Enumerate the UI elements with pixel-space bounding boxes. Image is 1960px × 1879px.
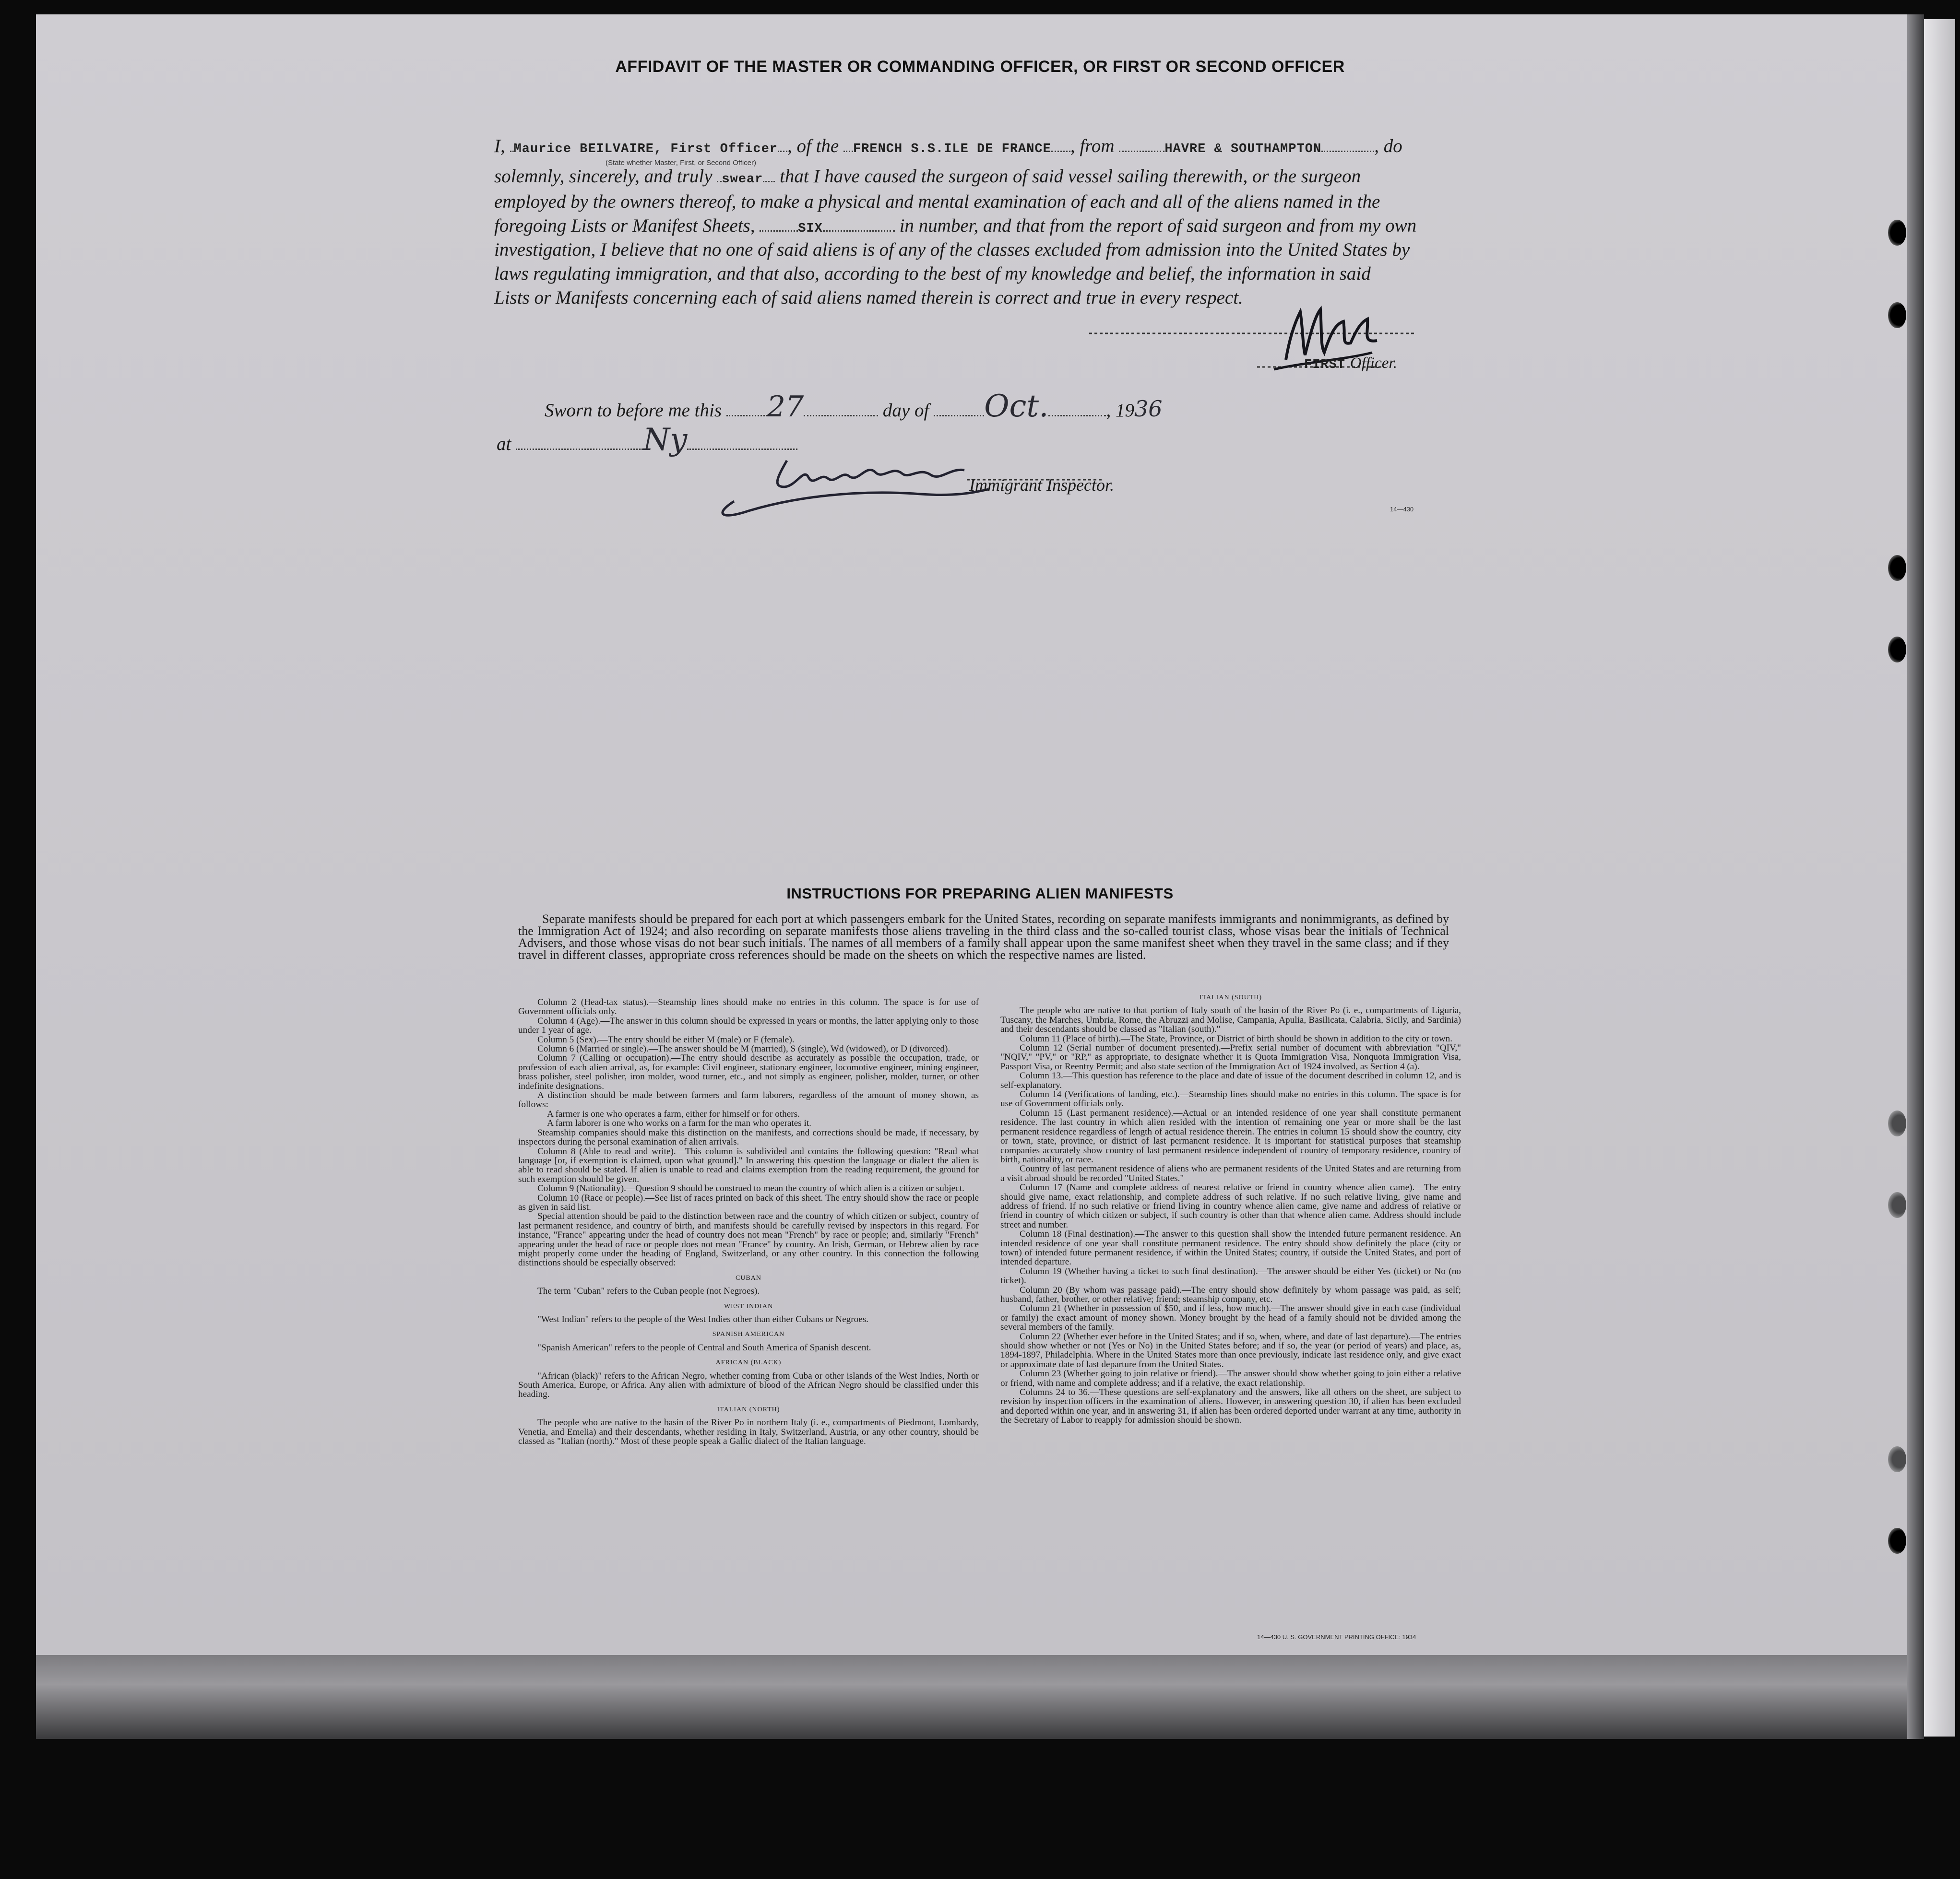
paragraph: Column 9 (Nationality).—Question 9 should be construed to mean the country of which alien is a citizen or subject. bbox=[537, 1183, 964, 1194]
paragraph: Column 7 (Calling or occupation).—The entry should describe as accurately as possible the occupation, trade, or profession of each alien arrival, as, for example: Civil engineer, stationary engineer, locomotive engineer, mining engineer, brass polisher, steel polisher, iron molder, wood turner, etc., and not simply as engineer, polisher, molder, turner, or other indefinite designations. bbox=[518, 1053, 979, 1091]
paragraph: Column 4 (Age).—The answer in this column should be expressed in years or months, the latter applying only to those under 1 year of age. bbox=[518, 1016, 979, 1036]
text-foregoing: foregoing Lists or Manifest Sheets, bbox=[494, 215, 755, 236]
page-shadow bbox=[1907, 14, 1924, 1739]
page-edge bbox=[36, 1655, 1922, 1739]
paragraph: Column 19 (Whether having a ticket to such final destination).—The answer should be either Yes (ticket) or No (no ticket). bbox=[1000, 1266, 1461, 1286]
paragraph: Column 8 (Able to read and write).—This column is subdivided and contains the following question: "Read what language [or, if exemption is claimed, upon what ground]." In answering this question the language or dialect the alien is able to read should be stated. If alien is unable to read and claims exemption from the reading requirement, the ground for such exemption should be given. bbox=[518, 1146, 979, 1184]
paragraph: Column 23 (Whether going to join relative or friend).—The answer should show whether going to join either a relative or friend, with name and complete address; and if a relative, the exact relationship. bbox=[1000, 1369, 1461, 1388]
paragraph: Steamship companies should make this distinction on the manifests, and corrections should be made, if necessary, by inspectors during the personal examination of alien arrivals. bbox=[518, 1127, 979, 1147]
text-do: , do bbox=[1374, 136, 1402, 156]
affidavit-title: AFFIDAVIT OF THE MASTER OR COMMANDING OFFICER, OR FIRST OR SECOND OFFICER bbox=[615, 58, 1345, 76]
section-heading: ITALIAN (NORTH) bbox=[717, 1406, 780, 1413]
officer-suffix: Officer. bbox=[1350, 355, 1397, 372]
paragraph: Column 15 (Last permanent residence).—Actual or an intended residence of one year shall constitute permanent residence. The last country in which alien resided with the intention of remaining one year or more shall be the last permanent residence regardless of length of actual residence therein. The entries in column 15 should show the country, city or town, state, province, or district of last permanent residence. It is important for statistical purposes that steamship companies accurately show country of last permanent residence independent of country of temporary residence, country of birth, nationality, or race. bbox=[1000, 1108, 1461, 1165]
affidavit-line-2 bbox=[494, 165, 1361, 187]
binder-strip bbox=[1924, 19, 1955, 1737]
paragraph: Column 14 (Verifications of landing, etc.).—Steamship lines should make no entries in this column. The space is for use of Government officials only. bbox=[1000, 1089, 1461, 1109]
sworn-day-of: day of bbox=[882, 400, 929, 421]
text-from: , from bbox=[1070, 136, 1115, 156]
section-heading: CUBAN bbox=[735, 1274, 761, 1282]
instructions-left-column bbox=[518, 998, 979, 1446]
punch-hole bbox=[1888, 1528, 1906, 1554]
paragraph: Column 13.—This question has reference to the place and date of issue of the document described in column 12, and is self-explanatory. bbox=[1000, 1071, 1461, 1090]
affidavit-line-6: laws regulating immigration, and that also, according to the best of my knowledge and belief, the information in said bbox=[494, 263, 1371, 284]
officer-title bbox=[1304, 351, 1397, 373]
paragraph: Column 18 (Final destination).—The answer to this question shall show the intended future permanent residence. An intended residence of one year shall constitute permanent residence. The entry should show definitely the place (city or town) of intended future permanent residence, if within the United States; country, if outside the United States, and port of intended departure. bbox=[1000, 1229, 1461, 1267]
paragraph: Special attention should be paid to the distinction between race and the country of which citizen or subject, country of last permanent residence, and country of birth, and manifests should be carefully revised by inspectors in this regard. For instance, "France" appearing under the head of country does not mean "French" by race or people; and, similarly "French" appearing under the head of race or people does not mean "France" by country. An Irish, German, or Hebrew alien by race might properly come under the heading of England, Switzerland, or any other country. In this connection the following distinctions should be especially observed: bbox=[518, 1211, 979, 1268]
inspector-label: Immigrant Inspector. bbox=[969, 475, 1114, 495]
paragraph: Column 21 (Whether in possession of $50, and if less, how much).—The answer should give in each case (individual or family) the exact amount of money shown. Money brought by the head of a family should not be divided among the several members of the family. bbox=[1000, 1303, 1461, 1333]
sworn-day: 27 bbox=[767, 390, 804, 424]
paragraph: Column 10 (Race or people).—See list of races printed on back of this sheet. The entry should show the race or people as given in said list. bbox=[518, 1193, 979, 1212]
punch-hole bbox=[1888, 302, 1906, 328]
affidavit-line-1 bbox=[494, 135, 1402, 157]
paragraph: Column 6 (Married or single).—The answer should be M (married), S (single), Wd (widowed), or D (divorced). bbox=[537, 1044, 950, 1054]
section-heading: AFRICAN (BLACK) bbox=[715, 1359, 782, 1367]
paragraph: "African (black)" refers to the African Negro, whether coming from Cuba or other islands of the West Indies, North or South America, Europe, or Africa. Any alien with admixture of blood of the African Negro should be classified under this heading. bbox=[518, 1371, 979, 1400]
sworn-place: Ny bbox=[643, 422, 688, 458]
paragraph: Column 5 (Sex).—The entry should be either M (male) or F (female). bbox=[537, 1034, 795, 1045]
text-line2-rest: that I have caused the surgeon of said vessel sailing therewith, or the surgeon bbox=[780, 166, 1361, 187]
printing-office-footer: 14—430 U. S. GOVERNMENT PRINTING OFFICE: 1934 bbox=[1257, 1633, 1416, 1641]
paragraph: Column 11 (Place of birth).—The State, Province, or District of birth should be shown in addition to the city or town. bbox=[1020, 1033, 1453, 1044]
punch-hole bbox=[1888, 1192, 1906, 1218]
paragraph: "West Indian" refers to the people of the West Indies other than either Cubans or Negroes. bbox=[537, 1314, 868, 1324]
officer-signature bbox=[1084, 297, 1459, 384]
punch-hole bbox=[1888, 555, 1906, 581]
text-of-the: , of the bbox=[787, 136, 839, 156]
paragraph: Country of last permanent residence of aliens who are permanent residents of the United States and are returning from a visit abroad should be recorded "United States." bbox=[1000, 1164, 1461, 1183]
affidavit-line-5: investigation, I believe that no one of said aliens is of any of the classes excluded from admission into the United States by bbox=[494, 239, 1410, 260]
affidavit-line-7: Lists or Manifests concerning each of said aliens named therein is correct and true in every respect. bbox=[494, 287, 1243, 308]
sworn-year: 36 bbox=[1134, 396, 1163, 422]
sworn-at: at bbox=[497, 434, 511, 454]
form-number: 14—430 bbox=[1390, 506, 1414, 513]
punch-hole bbox=[1888, 1111, 1906, 1136]
text-solemnly: solemnly, sincerely, and truly bbox=[494, 166, 713, 187]
paragraph: The term "Cuban" refers to the Cuban people (not Negroes). bbox=[537, 1286, 760, 1297]
paragraph: "Spanish American" refers to the people of Central and South America of Spanish descent. bbox=[537, 1342, 871, 1353]
text-i: I, bbox=[494, 136, 505, 156]
officer-name: Maurice BEILVAIRE, First Officer bbox=[513, 142, 778, 156]
vessel-name: FRENCH S.S.ILE DE FRANCE bbox=[853, 142, 1051, 156]
text-line4-rest: in number, and that from the report of said surgeon and from my own bbox=[899, 215, 1417, 236]
paragraph: Column 17 (Name and complete address of nearest relative or friend in country whence alien came).—The entry should give name, exact relationship, and complete address of such relative. If no such relative living, give name and address of friend. If no such relative or friend living in country whence alien came, give name and address of relative or friend in country of which citizen or subject, if such country is other than that whence alien came. Address should include street and number. bbox=[1000, 1182, 1461, 1230]
paragraph: The people who are native to that portion of Italy south of the basin of the River Po (i. e., compartments of Liguria, Tuscany, the Marches, Umbria, Rome, the Abruzzi and Molise, Campania, Apulia, Basilicata, Calabria, Sicily, and Sardinia) and their descendants should be classed as "Italian (south)." bbox=[1000, 1005, 1461, 1035]
sworn-year-prefix: , 19 bbox=[1106, 400, 1134, 421]
punch-hole bbox=[1888, 220, 1906, 246]
paragraph: Columns 24 to 36.—These questions are self-explanatory and the answers, like all others on the sheet, are subject to revision by inspection officers in the examination of aliens. However, in answering question 30, if alien has been excluded and deported within one year, and in answering 31, if alien has been ordered deported under warrant at any time, authority in the Secretary of Labor to reapply for admission should be shown. bbox=[1000, 1387, 1461, 1426]
paragraph: Column 20 (By whom was passage paid).—The entry should show definitely by whom passage was paid, as self; husband, father, brother, or other relative; friend; steamship company, etc. bbox=[1000, 1285, 1461, 1304]
paragraph: Column 22 (Whether ever before in the United States; and if so, when, where, and date of last departure).—The entries should show whether or not (Yes or No) in the United States before; and if so, the year (or period of years) and place, as, 1894-1897, Philadelphia. Where in the United States more than once previously, indicate last residence only, and give exact or approximate date of last departure from the United States. bbox=[1000, 1331, 1461, 1370]
paragraph: Column 12 (Serial number of document presented).—Prefix serial number of document with abbreviation "QIV," "NQIV," "PV," or "RP," as appropriate, to designate whether it is Quota Immigration Visa, Nonquota Immigration Visa, Passport Visa, or Reentry Permit; and also state section of the Immigration Act of 1924 involved, as Section 4 (a). bbox=[1000, 1043, 1461, 1072]
paragraph: A distinction should be made between farmers and farm laborers, regardless of the amount of money shown, as follows: bbox=[518, 1090, 979, 1110]
punch-hole bbox=[1888, 1446, 1906, 1472]
departure-ports: HAVRE & SOUTHAMPTON bbox=[1164, 142, 1322, 156]
officer-rank: FIRST bbox=[1304, 358, 1346, 372]
affidavit-line-4 bbox=[494, 215, 1416, 236]
section-heading: SPANISH AMERICAN bbox=[712, 1331, 785, 1338]
instructions-title: INSTRUCTIONS FOR PREPARING ALIEN MANIFESTS bbox=[786, 885, 1174, 902]
paragraph: A farmer is one who operates a farm, either for himself or for others. bbox=[547, 1109, 800, 1119]
sworn-line bbox=[545, 389, 1162, 424]
oath-word: swear bbox=[722, 172, 763, 187]
section-heading: ITALIAN (SOUTH) bbox=[1199, 994, 1262, 1001]
punch-hole bbox=[1888, 637, 1906, 662]
paragraph: A farm laborer is one who works on a farm for the man who operates it. bbox=[547, 1118, 811, 1129]
paragraph: Column 2 (Head-tax status).—Steamship lines should make no entries in this column. The space is for use of Government officials only. bbox=[518, 997, 979, 1017]
state-note: (State whether Master, First, or Second Officer) bbox=[606, 159, 757, 167]
paragraph: The people who are native to the basin of the River Po in northern Italy (i. e., compartments of Piedmont, Lombardy, Venetia, and Emelia) and their descendants, whether residing in Italy, Switzerland, Austria, or any other country, should be classed as "Italian (north)." Most of these people speak a Gallic dialect of the Italian language. bbox=[518, 1418, 979, 1447]
affidavit-line-3: employed by the owners thereof, to make a physical and mental examination of each and all of the aliens named in the bbox=[494, 191, 1380, 212]
instructions-right-column bbox=[1000, 993, 1461, 1425]
sworn-month: Oct. bbox=[984, 389, 1049, 424]
sworn-lead: Sworn to before me this bbox=[545, 400, 722, 421]
instructions-intro: Separate manifests should be prepared for each port at which passengers embark for the United States, recording on separate manifests immigrants and nonimmigrants, as defined by the Immigration Act of 1924; and also recording on separate manifests those aliens traveling in the third class and the so-called tourist class, whose visas bear the initials of Technical Advisers, and those whose visas do not bear such initials. The names of all members of a family shall appear upon the same manifest sheet when they travel in the same class; and if they travel in different classes, appropriate cross references should be made on the sheets on which the respective names are listed. bbox=[518, 912, 1449, 962]
section-heading: WEST INDIAN bbox=[724, 1302, 773, 1310]
sheet-count: SIX bbox=[798, 222, 823, 236]
